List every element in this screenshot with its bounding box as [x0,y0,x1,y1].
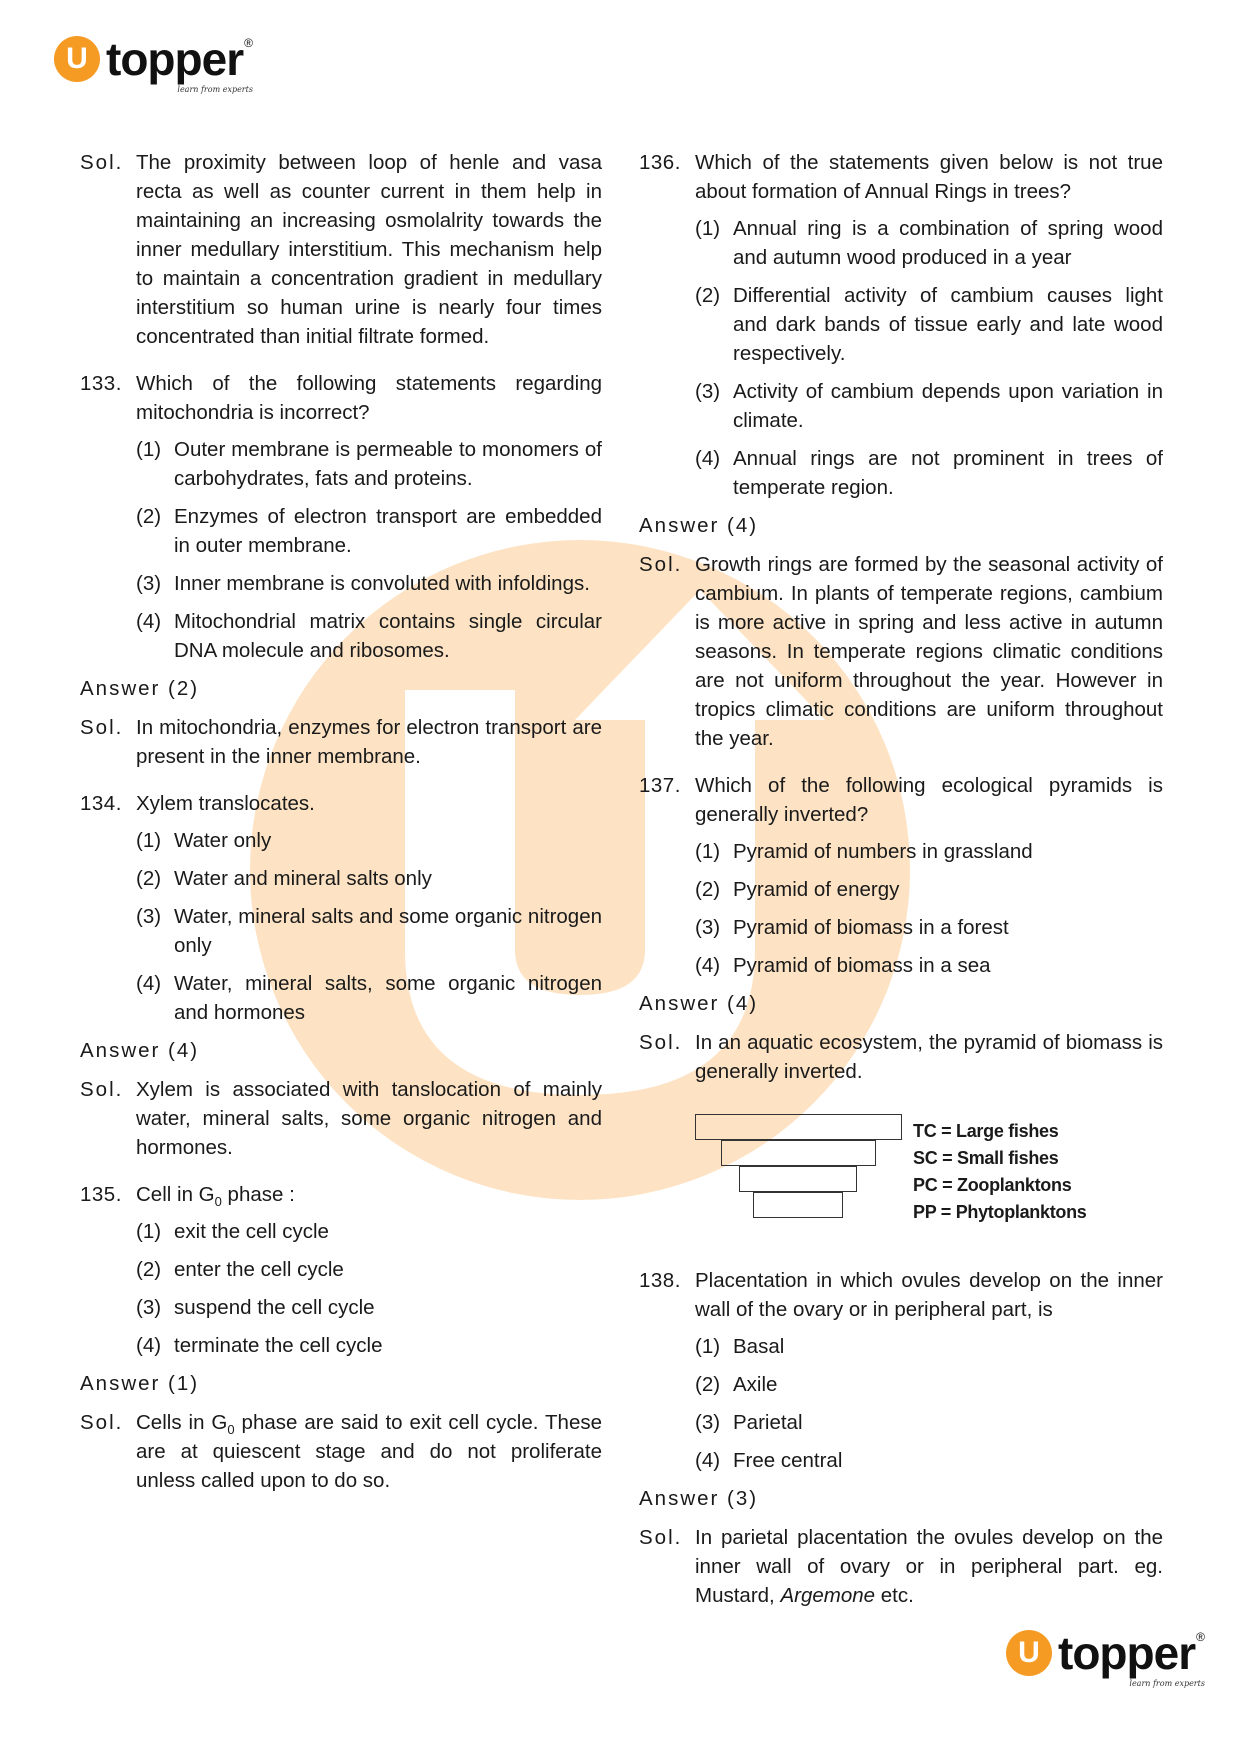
question-number: 135. [80,1183,122,1206]
option [80,607,602,665]
brand-wordmark: topper [106,33,244,85]
legend-item: TC = Large fishes [913,1121,1059,1141]
answer: Answer (4) [639,514,759,537]
option [80,1331,602,1360]
sol-label: Sol. [80,151,124,174]
question-text: Cell in $G_0$ phase : [136,1183,295,1210]
option [80,969,602,1027]
option-number: (1) [136,438,162,461]
answer: Answer (4) [639,992,759,1015]
legend-item: PC = Zooplanktons [913,1175,1072,1195]
registered-mark: ® [244,36,253,50]
option-text: Axile [733,1373,778,1396]
option-text: Parietal [733,1411,803,1434]
question-138 [639,1266,1163,1324]
option [80,1217,602,1246]
option [639,913,1163,942]
question-number: 137. [639,774,681,797]
question-135 [80,1180,602,1209]
option-text: exit the cell cycle [174,1220,329,1243]
option-number: (4) [136,610,162,633]
option [639,951,1163,980]
option [639,875,1163,904]
question-number: 136. [639,151,681,174]
option-text: Differential activity of cambium causes light and dark bands of tissue early and late wood respectively. [733,284,1163,365]
option-text: Outer membrane is permeable to monomers of carbohydrates, fats and proteins. [174,438,602,490]
sol-label: Sol. [639,1526,683,1549]
question-text: Xylem translocates. [136,792,315,815]
pyramid-legend [913,1118,1087,1226]
option-number: (2) [695,284,721,307]
solution-block [80,713,602,771]
solution-block [639,1523,1163,1610]
option-text: Water, mineral salts and some organic nitrogen only [174,905,602,957]
option [639,281,1163,368]
option [80,1293,602,1322]
option [80,502,602,560]
option-text: suspend the cell cycle [174,1296,375,1319]
option-text: Pyramid of biomass in a forest [733,916,1009,939]
option-number: (2) [136,505,162,528]
option-text: Inner membrane is convoluted with infoldings. [174,572,590,595]
solution-block [80,1075,602,1162]
option-text: Annual ring is a combination of spring wood and autumn wood produced in a year [733,217,1163,269]
option-number: (3) [136,905,162,928]
option-text: Pyramid of energy [733,878,900,901]
pyramid-level-pp [753,1192,843,1218]
brand-tagline: learn from experts [1129,1679,1205,1688]
option-number: (1) [695,217,721,240]
legend-item: SC = Small fishes [913,1148,1059,1168]
option-number: (2) [136,867,162,890]
question-133 [80,369,602,427]
pyramid-level-pc [739,1166,857,1192]
biomass-pyramid-diagram [695,1114,1163,1232]
sol-text: Growth rings are formed by the seasonal activity of cambium. In plants of temperate regions, cambium is more active in spring and less active in autumn seasons. In temperate regions climatic conditions are not uniform throughout the year. However in tropics climatic conditions are uniform throughout the year. [695,553,1163,750]
sol-label: Sol. [639,1031,683,1054]
option-number: (1) [136,1220,162,1243]
option [639,837,1163,866]
question-text: Which of the following ecological pyramids is generally inverted? [695,774,1163,826]
brand-badge-icon: U [54,36,100,82]
answer: Answer (4) [80,1039,200,1062]
brand-badge-icon: U [1006,1630,1052,1676]
option [80,435,602,493]
option-number: (3) [136,1296,162,1319]
sol-text: In parietal placentation the ovules develop on the inner wall of ovary or in peripheral part. eg. Mustard, Argemone etc. [695,1526,1163,1607]
answer: Answer (3) [639,1487,759,1510]
option-text: Enzymes of electron transport are embedded in outer membrane. [174,505,602,557]
right-column [639,148,1163,1628]
option [639,1332,1163,1361]
option-number: (1) [695,1335,721,1358]
sol-label: Sol. [80,716,124,739]
option-number: (4) [695,447,721,470]
sol-label: Sol. [80,1078,124,1101]
pyramid-level-tc [695,1114,902,1140]
option [80,864,602,893]
option [639,377,1163,435]
option-text: Pyramid of numbers in grassland [733,840,1033,863]
option [80,1255,602,1284]
option-number: (3) [695,1411,721,1434]
option-number: (1) [136,829,162,852]
option [80,569,602,598]
option-text: Basal [733,1335,785,1358]
question-number: 138. [639,1269,681,1292]
option-text: enter the cell cycle [174,1258,344,1281]
option-number: (4) [136,972,162,995]
option-text: terminate the cell cycle [174,1334,383,1357]
option [639,1446,1163,1475]
option-text: Mitochondrial matrix contains single circular DNA molecule and ribosomes. [174,610,602,662]
sol-text: In an aquatic ecosystem, the pyramid of biomass is generally inverted. [695,1031,1163,1083]
sol-text: Xylem is associated with tanslocation of mainly water, mineral salts, some organic nitrogen and hormones. [136,1078,602,1159]
registered-mark: ® [1196,1630,1205,1644]
question-136 [639,148,1163,206]
option-text: Water only [174,829,272,852]
answer: Answer (2) [80,677,200,700]
question-text: Which of the following statements regarding mitochondria is incorrect? [136,372,602,424]
question-text: Which of the statements given below is not true about formation of Annual Rings in trees? [695,151,1163,203]
question-134 [80,789,602,818]
option-number: (1) [695,840,721,863]
brand-tagline: learn from experts [177,85,253,94]
solution-block [80,148,602,351]
option [639,1408,1163,1437]
solution-block [639,1028,1163,1086]
option-number: (2) [136,1258,162,1281]
option-number: (3) [136,572,162,595]
option-number: (2) [695,1373,721,1396]
option-number: (3) [695,380,721,403]
question-137 [639,771,1163,829]
pyramid-level-sc [721,1140,876,1166]
sol-text: In mitochondria, enzymes for electron transport are present in the inner membrane. [136,716,602,768]
option-number: (4) [695,954,721,977]
option-number: (4) [136,1334,162,1357]
option-number: (2) [695,878,721,901]
question-number: 133. [80,372,122,395]
solution-block [80,1408,602,1495]
option-text: Water and mineral salts only [174,867,432,890]
sol-text: Cells in $G_0$ phase are said to exit cell cycle. These are at quiescent stage and do not proliferate unless called upon to do so. [136,1411,602,1492]
legend-item: PP = Phytoplanktons [913,1202,1087,1222]
question-number: 134. [80,792,122,815]
option-text: Activity of cambium depends upon variation in climate. [733,380,1163,432]
question-text: Placentation in which ovules develop on the inner wall of the ovary or in peripheral part, is [695,1269,1163,1321]
brand-logo-bottom [1006,1627,1205,1688]
brand-wordmark: topper [1058,1627,1196,1679]
option-text: Water, mineral salts, some organic nitrogen and hormones [174,972,602,1024]
sol-text: The proximity between loop of henle and vasa recta as well as counter current in them help in maintaining an increasing osmolalrity towards the inner medullary interstitium. This mechanism help to maintain a concentration gradient in medullary interstitium so human urine is nearly four times concentrated than initial filtrate formed. [136,151,602,348]
answer: Answer (1) [80,1372,200,1395]
sol-label: Sol. [80,1411,124,1434]
option-number: (4) [695,1449,721,1472]
solution-block [639,550,1163,753]
option [80,826,602,855]
option [639,214,1163,272]
option [80,902,602,960]
option [639,1370,1163,1399]
brand-logo-top [54,33,253,94]
option-text: Pyramid of biomass in a sea [733,954,991,977]
option [639,444,1163,502]
left-column [80,148,602,1513]
option-text: Annual rings are not prominent in trees of temperate region. [733,447,1163,499]
option-text: Free central [733,1449,843,1472]
sol-label: Sol. [639,553,683,576]
option-number: (3) [695,916,721,939]
